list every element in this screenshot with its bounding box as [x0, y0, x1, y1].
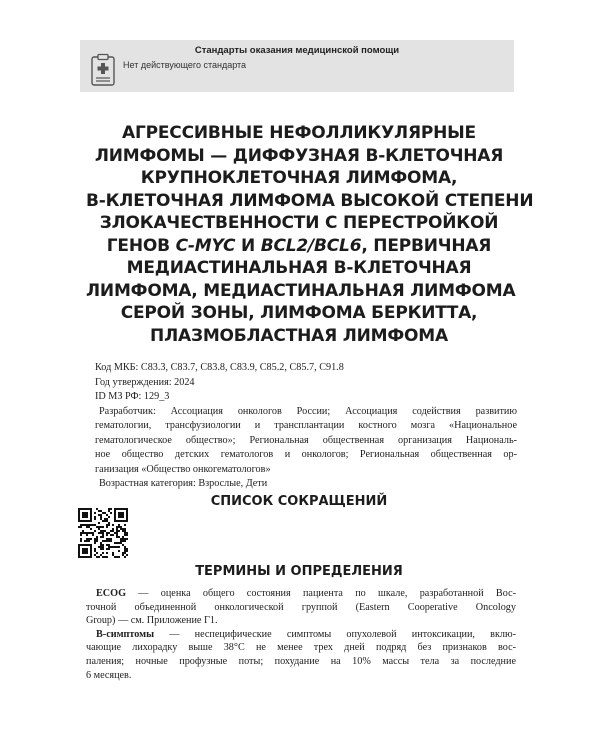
title-line: ЗЛОКАЧЕСТВЕННОСТИ С ПЕРЕСТРОЙКОЙ [99, 213, 499, 233]
ministry-id: ID МЗ РФ: 129_3 [95, 391, 170, 402]
icd-codes: Код МКБ: C83.3, C83.7, C83.8, C83.9, C85.2, C85.7, C91.8 [95, 362, 344, 373]
standard-status: Нет действующего стандарта [123, 60, 247, 70]
definition-line: точной объединенной онкологической группой (Eastern Cooperative Oncology [86, 601, 516, 613]
definition-line [86, 628, 516, 642]
definition-line: чающие лихорадку выше 38°С не менее трех дней подряд без признаков вос- [86, 642, 516, 654]
definition-line: паления; ночные профузные поты; похудание на 10% массы тела за последние [86, 655, 516, 667]
approval-year: Год утверждения: 2024 [95, 376, 195, 388]
title-line: КРУПНОКЛЕТОЧНАЯ ЛИМФОМА, [140, 168, 458, 188]
qr-code-icon[interactable] [78, 508, 128, 558]
definition-term: ECOG [96, 588, 127, 599]
clipboard-medical-icon [89, 53, 117, 87]
developer-line: гематологическое общество»; Региональная общественная организация Националь- [95, 434, 517, 446]
definition-text: — оценка общего состояния пациента по шкале, разработанной Вос- [126, 588, 516, 599]
definitions [86, 587, 516, 682]
title-line: ЛИМФОМА, МЕДИАСТИНАЛЬНАЯ ЛИМФОМА [86, 280, 516, 301]
title-line: ЛИМФОМЫ — ДИФФУЗНАЯ В-КЛЕТОЧНАЯ [94, 145, 504, 166]
definition-text: — неспецифические симптомы опухолевой интоксикации, вклю- [154, 628, 516, 640]
title-fragment: , ПЕРВИЧНАЯ [361, 235, 492, 256]
standards-banner [80, 40, 514, 92]
section-heading-abbreviations: СПИСОК СОКРАЩЕНИЙ [210, 494, 388, 509]
definition-line: Group) — см. Приложение Г1. [86, 615, 218, 627]
title-line: МЕДИАСТИНАЛЬНАЯ В-КЛЕТОЧНАЯ [126, 258, 472, 278]
title-line: СЕРОЙ ЗОНЫ, ЛИМФОМА БЕРКИТТА, [120, 303, 478, 323]
document-meta [95, 361, 517, 492]
developer-line: ное общество детских гематологов и онкологов; Региональная общественная ор- [95, 449, 517, 460]
definition-line [86, 587, 516, 601]
section-heading-terms: ТЕРМИНЫ И ОПРЕДЕЛЕНИЯ [195, 564, 403, 579]
definition-term: В-симптомы [96, 628, 155, 640]
banner-title: Стандарты оказания медицинской помощи [194, 45, 400, 56]
title-fragment: ГЕНОВ [106, 235, 176, 256]
developer-line: гематологии, трансфузиологии и трансплантации костного мозга «Национальное [95, 420, 517, 431]
title-fragment: И [235, 235, 261, 256]
developer-line: ганизация «Общество онкогематологов» [95, 463, 271, 475]
age-category: Возрастная категория: Взрослые, Дети [99, 478, 268, 489]
document-title [86, 122, 534, 347]
definition-line: 6 месяцев. [86, 669, 132, 681]
title-line: АГРЕССИВНЫЕ НЕФОЛЛИКУЛЯРНЫЕ [122, 123, 476, 143]
gene-name: C-MYC [175, 235, 236, 256]
title-line-genes [86, 235, 512, 258]
title-line: В-КЛЕТОЧНАЯ ЛИМФОМА ВЫСОКОЙ СТЕПЕНИ [86, 190, 534, 211]
gene-name: BCL2/BCL6 [260, 235, 362, 256]
title-line: ПЛАЗМОБЛАСТНАЯ ЛИМФОМА [150, 325, 448, 346]
developer-line: Разработчик: Ассоциация онкологов России; Ассоциация содействия развитию [99, 405, 517, 417]
